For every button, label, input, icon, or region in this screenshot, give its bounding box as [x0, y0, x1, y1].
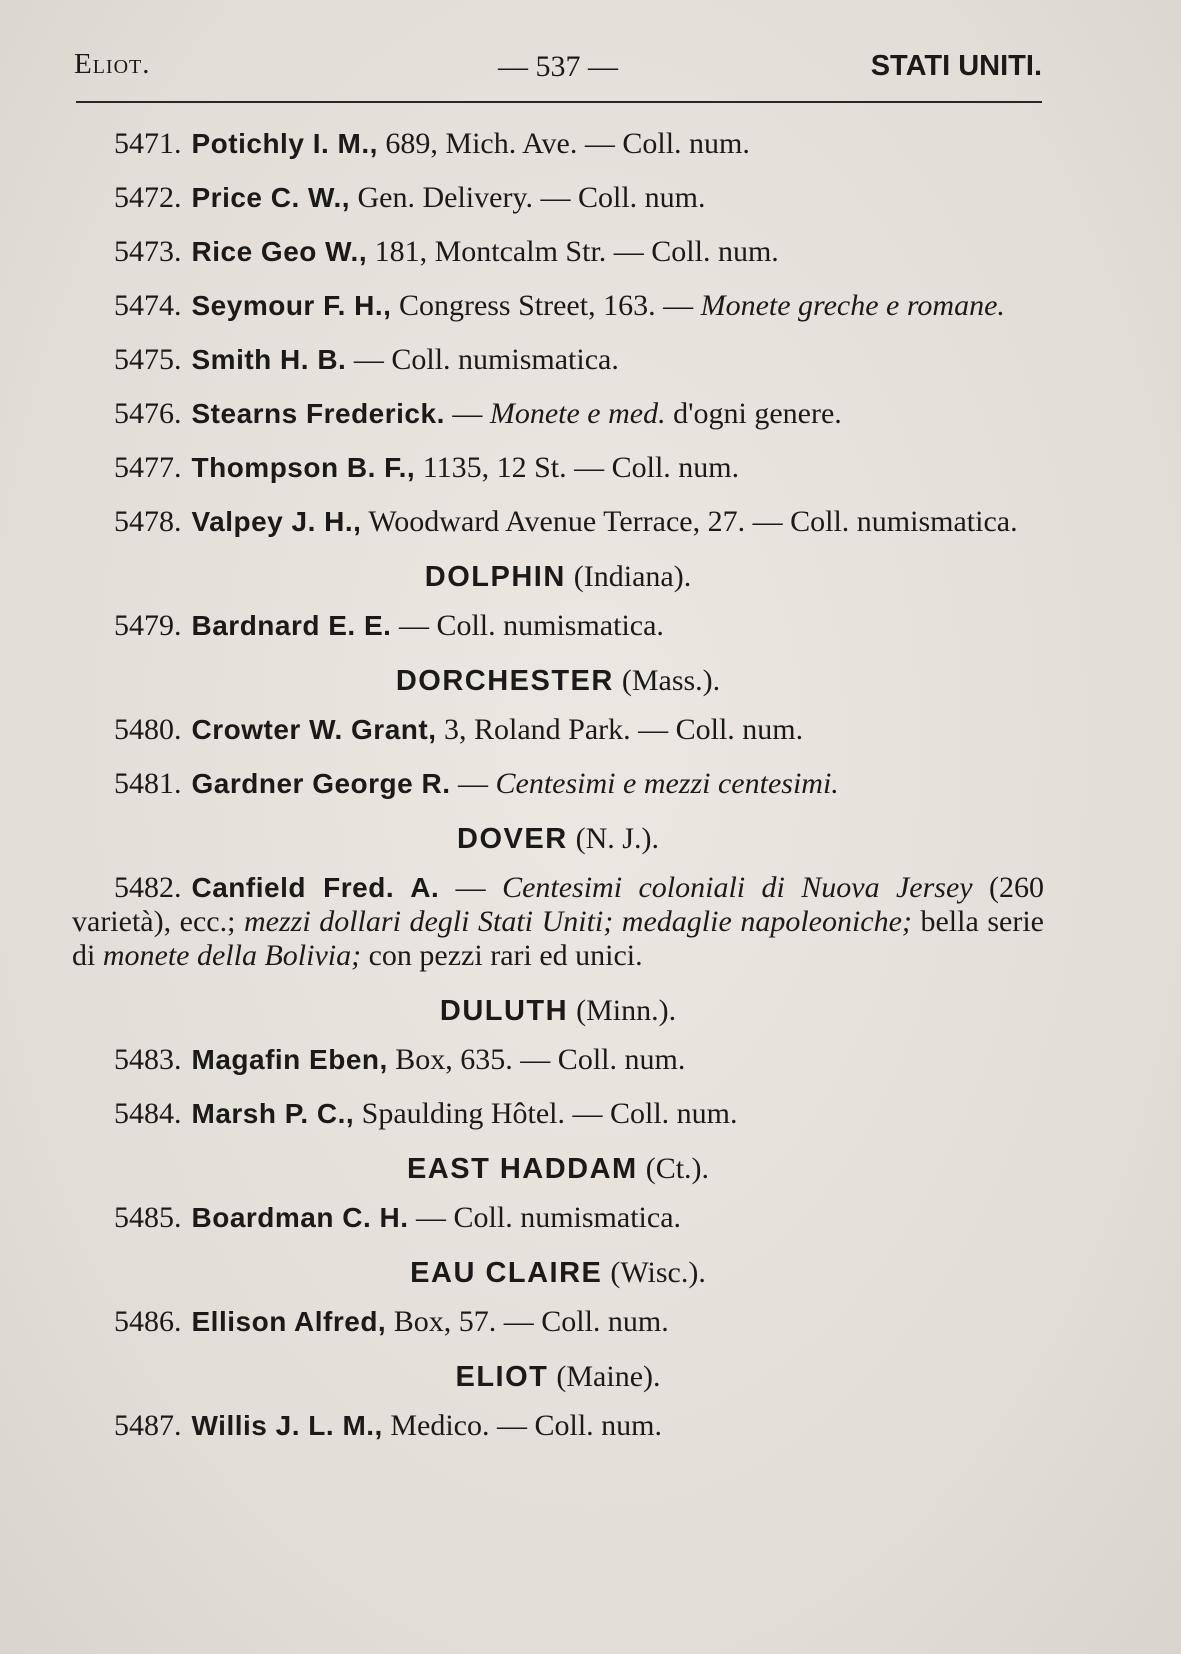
entry [72, 127, 1044, 161]
entry-number: 5486. [114, 1305, 182, 1338]
entry [72, 767, 1044, 801]
entry-details: — [444, 397, 490, 430]
state-name: (Maine). [556, 1360, 661, 1393]
entry-details: — [439, 871, 503, 904]
entry-details: — Coll. numismatica. [391, 609, 664, 642]
entry-details: bella serie di [72, 905, 1044, 972]
entry-details: Box, 635. — Coll. num. [387, 1043, 686, 1076]
entry-details-tail: d'ogni genere. [665, 397, 842, 430]
entry [72, 1043, 1044, 1077]
city-heading [72, 1255, 1044, 1291]
state-name: (N. J.). [575, 822, 659, 855]
entry-details: (260 varietà), ecc.; [72, 871, 1044, 938]
city-heading [72, 993, 1044, 1029]
entry-details: — Coll. numismatica. [408, 1201, 682, 1234]
city-name: DULUTH [439, 995, 569, 1027]
page-number: — 537 — [498, 50, 618, 83]
city-name: EAU CLAIRE [410, 1257, 603, 1289]
entry-number: 5480. [114, 713, 182, 746]
state-name: (Mass.). [621, 664, 721, 697]
entry-italic-details: Centesimi coloniali di Nuova Jersey [502, 871, 973, 904]
entry-details: Congress Street, 163. — [391, 289, 701, 322]
entry-name: Valpey J. H., [191, 506, 362, 537]
entry-details: 181, Montcalm Str. — Coll. num. [367, 235, 779, 268]
entry [72, 181, 1044, 215]
city-heading [72, 559, 1044, 595]
entry-number: 5474. [114, 289, 182, 322]
city-name: EAST HADDAM [406, 1153, 638, 1185]
entry-number: 5473. [114, 235, 182, 268]
city-heading [72, 1359, 1044, 1395]
entry-number: 5471. [114, 127, 182, 160]
running-header [74, 48, 1042, 88]
city-name: DORCHESTER [395, 665, 614, 697]
entry-number: 5481. [114, 767, 182, 800]
state-name: (Ct.). [645, 1152, 710, 1185]
entry-number: 5479. [114, 609, 182, 642]
entry [72, 505, 1044, 539]
entry-details: — Coll. numismatica. [346, 343, 619, 376]
entry [72, 713, 1044, 747]
entry [72, 609, 1044, 643]
header-right: STATI UNITI. [870, 50, 1042, 82]
entry-details: Box, 57. — Coll. num. [386, 1305, 669, 1338]
entry-name: Marsh P. C., [191, 1098, 355, 1129]
entry [72, 289, 1044, 323]
entry [72, 1201, 1044, 1235]
entry-number: 5487. [114, 1409, 182, 1442]
city-heading [72, 663, 1044, 699]
entry-details: — [450, 767, 496, 800]
state-name: (Indiana). [573, 560, 692, 593]
entry-number: 5483. [114, 1043, 182, 1076]
state-name: (Minn.). [576, 994, 677, 1027]
entry-italic-details: Centesimi e mezzi centesimi. [495, 767, 839, 800]
entry-number: 5478. [114, 505, 182, 538]
entry-name: Stearns Frederick. [191, 398, 445, 429]
entry-details: 1135, 12 St. — Coll. num. [415, 451, 740, 484]
entry-italic-details: monete della Bolivia; [102, 939, 362, 972]
entry-details: Spaulding Hôtel. — Coll. num. [354, 1097, 738, 1130]
entry-number: 5472. [114, 181, 182, 214]
entry-number: 5475. [114, 343, 182, 376]
entry-italic-details: Monete greche e romane. [700, 289, 1005, 322]
entry [72, 343, 1044, 377]
entry [72, 235, 1044, 269]
entry-details: Medico. — Coll. num. [382, 1409, 662, 1442]
entry-italic-details: Monete e med. [489, 397, 666, 430]
entry-name: Price C. W., [191, 182, 350, 213]
entry-details: con pezzi rari ed unici. [361, 939, 643, 972]
entry-details: Gen. Delivery. — Coll. num. [350, 181, 706, 214]
entry-details: 689, Mich. Ave. — Coll. num. [377, 127, 750, 160]
entry-number: 5477. [114, 451, 182, 484]
city-name: DOVER [457, 823, 568, 855]
entry-details: 3, Roland Park. — Coll. num. [436, 713, 804, 746]
entry-number: 5484. [114, 1097, 182, 1130]
entry-details: Woodward Avenue Terrace, 27. — Coll. numismatica. [361, 505, 1018, 538]
entry-name: Gardner George R. [191, 768, 451, 799]
entry [72, 1305, 1044, 1339]
entry [72, 1097, 1044, 1131]
entry-name: Thompson B. F., [191, 452, 416, 483]
header-left: Eliot. [74, 48, 151, 80]
entry [72, 451, 1044, 485]
entry [72, 397, 1044, 431]
entry-italic-details: mezzi dollari degli Stati Uniti; medaglie napoleoniche; [244, 905, 912, 938]
city-name: DOLPHIN [424, 561, 566, 593]
entry-number: 5485. [114, 1201, 182, 1234]
entry-name: Ellison Alfred, [191, 1306, 387, 1337]
city-heading [72, 1151, 1044, 1187]
entry-name: Rice Geo W., [191, 236, 368, 267]
entry-name: Magafin Eben, [191, 1044, 388, 1075]
city-heading [72, 821, 1044, 857]
entry-name: Bardnard E. E. [191, 610, 392, 641]
entry-name: Potichly I. M., [191, 128, 378, 159]
entry [72, 1409, 1044, 1443]
header-rule [76, 101, 1042, 103]
listing-body [72, 127, 1044, 1463]
entry-number: 5482. [114, 871, 182, 904]
city-name: ELIOT [455, 1361, 549, 1393]
entry-name: Seymour F. H., [191, 290, 392, 321]
entry-name: Willis J. L. M., [191, 1410, 383, 1441]
entry-name: Canfield Fred. A. [191, 872, 440, 903]
entry-number: 5476. [114, 397, 182, 430]
entry [72, 871, 1044, 973]
entry-name: Crowter W. Grant, [191, 714, 437, 745]
entry-name: Boardman C. H. [191, 1202, 409, 1233]
entry-name: Smith H. B. [191, 344, 347, 375]
state-name: (Wisc.). [610, 1256, 706, 1289]
